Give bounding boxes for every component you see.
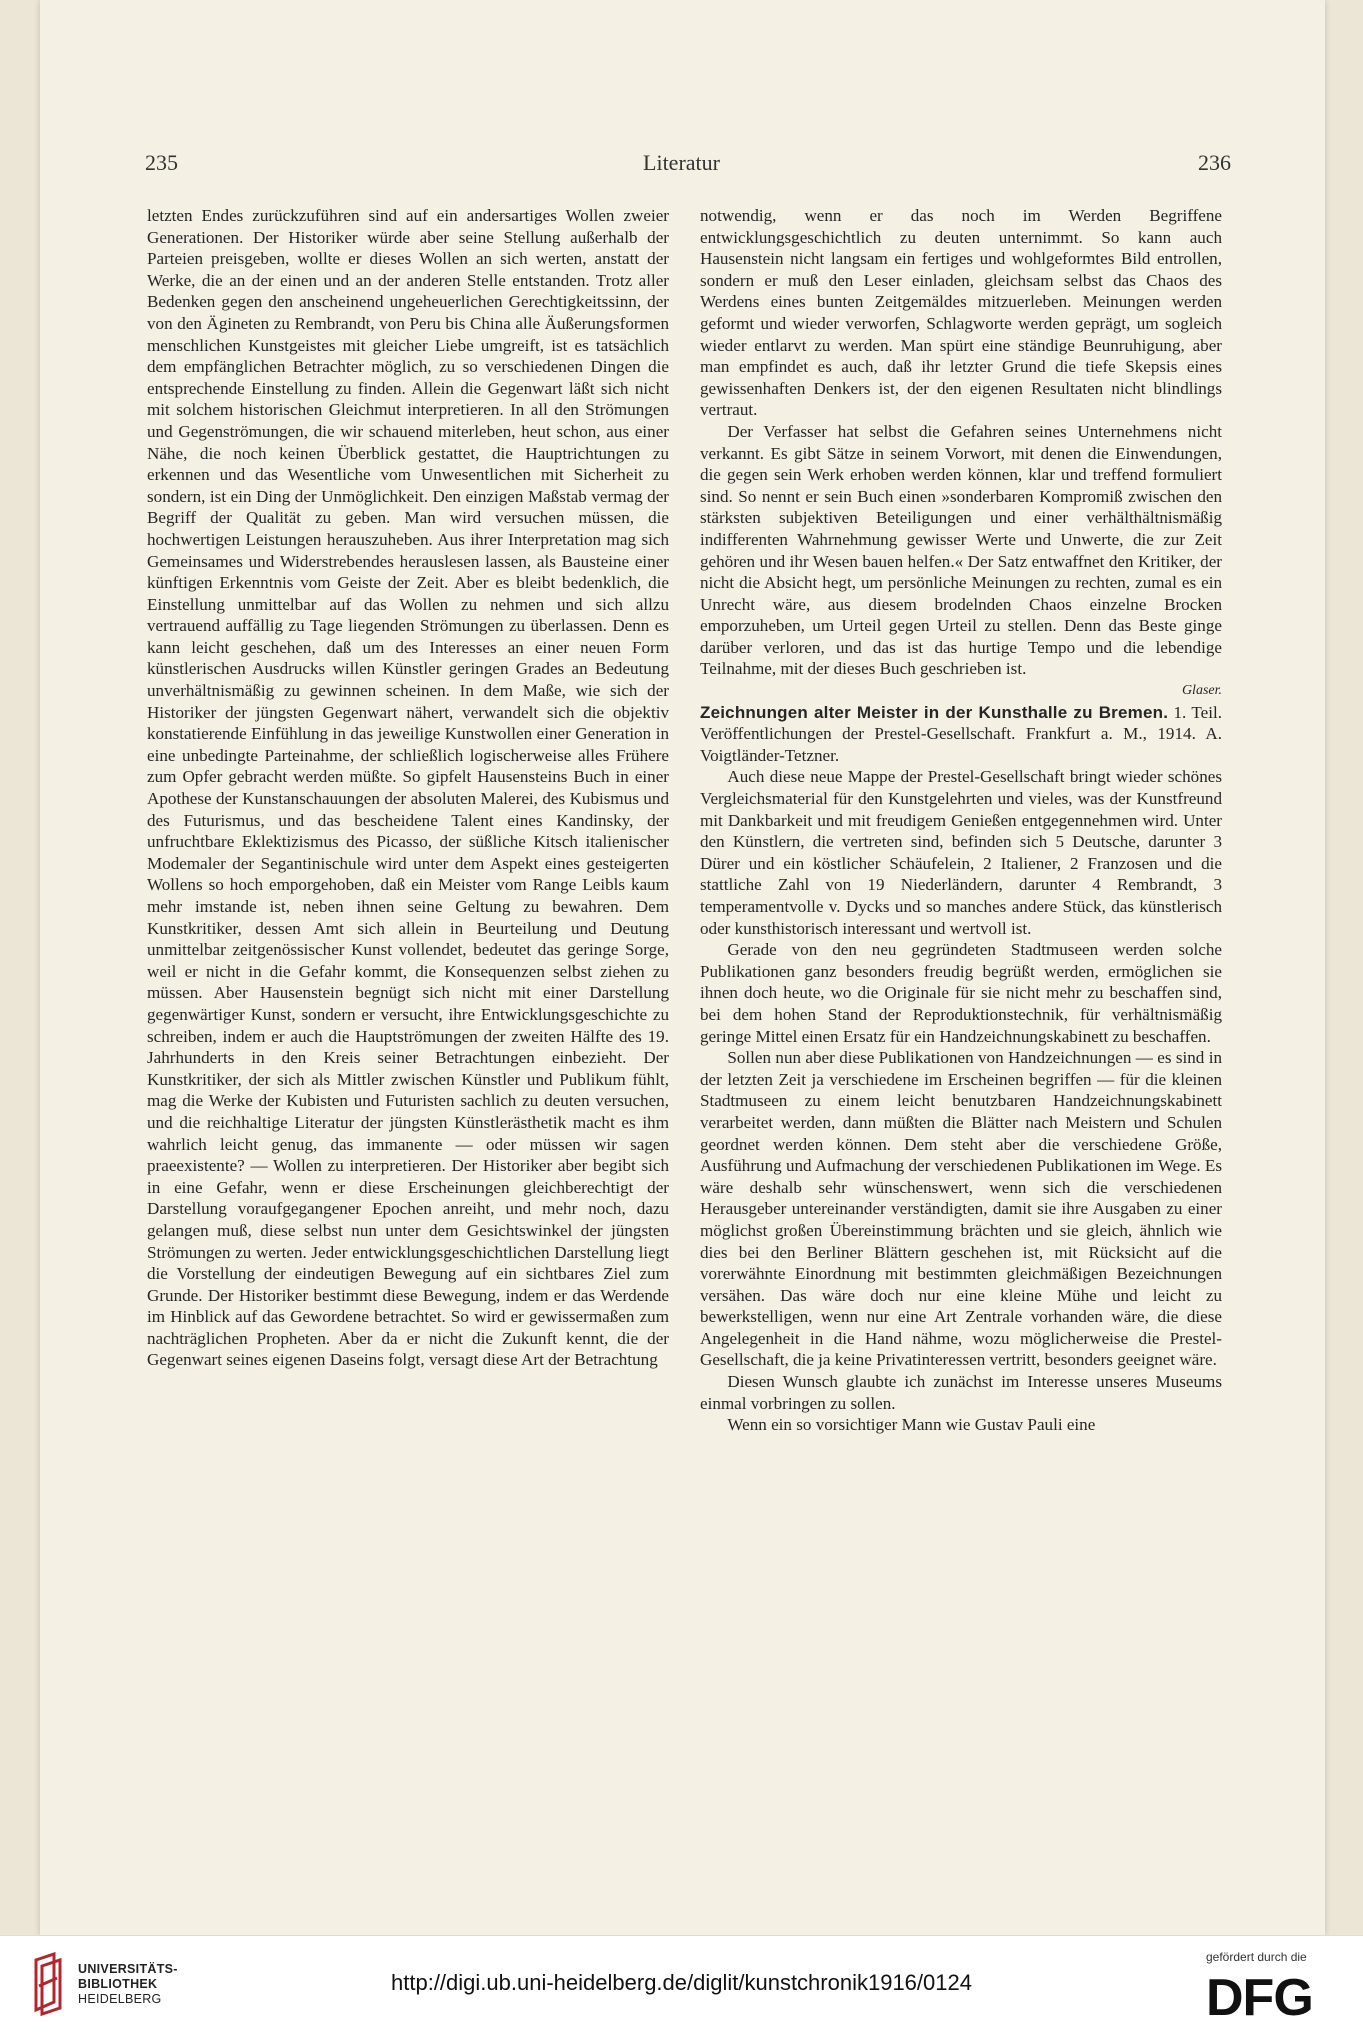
paragraph: Der Verfasser hat selbst die Gefahren seines Unternehmens nicht verkannt. Es gibt Sätze in seinem Vorwort, mit denen die Einwendungen, die gegen sein Werk erhoben werden können, klar und treffend formuliert sind. So nennt er sein Buch einen »sonderbaren Kompromiß zwischen den stärksten subjektiven Beteiligungen und einer verhälthältnismäßig indifferenten Wahrnehmung gewisser Werte und Unwerte, die zur Zeit gehören und ihr Wesen bauen helfen.« Der Satz entwaffnet den Kritiker, der nicht die Absicht hegt, um persönliche Meinungen zu rechten, zumal es ein Unrecht wäre, aus diesem brodelnden Chaos einzelne Brocken emporzuheben, um Urteil gegen Urteil zu stellen. Denn das Beste ginge darüber verloren, und das ist das hurtige Tempo und die lebendige Teilnahme, mit der dieses Buch geschrieben ist. xyxy=(700,421,1222,679)
author-signature: Glaser. xyxy=(1181,683,1222,699)
entry-bibliography: 1. Teil. Veröffentlichungen der Prestel-Gesellschaft. Frankfurt a. M., 1914. A. Voigtländer-Tetzner. xyxy=(700,702,1222,765)
paragraph: Gerade von den neu gegründeten Stadtmuseen werden solche Publikationen ganz besonders freudig begrüßt werden, ermöglichen sie ihnen doch heute, wo die Originale für sie nicht mehr zu beschaffen sind, bei dem hohen Stand der Reproduktionstechnik, für verhältnismäßig geringe Mittel einen Ersatz für ein Handzeichnungskabinett zu beschaffen. xyxy=(700,940,1222,1046)
library-line: HEIDELBERG xyxy=(78,1992,162,2006)
page-number-right: 236 xyxy=(1198,150,1231,175)
permalink-url[interactable]: http://digi.ub.uni-heidelberg.de/diglit/kunstchronik1916/0124 xyxy=(391,1970,972,1995)
library-line: BIBLIOTHEK xyxy=(78,1977,158,1991)
review-entry-heading xyxy=(700,702,1222,767)
page-number-left: 235 xyxy=(145,150,178,175)
paragraph: letzten Endes zurückzuführen sind auf ein andersartiges Wollen zweier Generationen. Der Historiker würde aber seine Stellung außerhalb der Parteien preisgeben, wollte er dieses Wollen an sich werten, anstatt der Werke, die an der einen und an der anderen Stelle entstanden. Trotz aller Bedenken gegen den anscheinend ungeheuerlichen Gerechtigkeitssinn, der von den Ägineten zu Rembrandt, von Peru bis China alle Äußerungsformen menschlichen Kunstgeistes mit gleicher Liebe umgreift, ist es tatsächlich dem empfänglichen Betrachter möglich, zu so verschiedenen Dingen die entsprechende Einstellung zu finden. Allein die Gegenwart läßt sich nicht mit solchem historischen Gleichmut interpretieren. In all den Strömungen und Gegenströmungen, die wir schauend miterleben, heut schon, aus einer Nähe, die noch keinen Überblick gestattet, die Hauptrichtungen zu erkennen und das Wesentliche vom Unwesentlichen mit Sicherheit zu sondern, ist ein Ding der Unmöglichkeit. Den einzigen Maßstab vermag der Begriff der Qualität zu geben. Man wird versuchen müssen, die hochwertigen Leistungen herauszuheben. Aus ihrer Interpretation mag sich Gemeinsames und Widerstrebendes herauslesen lassen, als Bausteine einer künftigen Erkenntnis vom Geiste der Zeit. Aber es bleibt bedenklich, die Einstellung unmittelbar auf das Wollen zu nehmen und sich allzu vertrauend auffällig zu Tage liegenden Strömungen zu überlassen. Denn es kann leicht geschehen, daß um des Interesses an einer neuen Form künstlerischen Ausdrucks willen Künstler geringen Grades an Bedeutung unverhältnismäßig zu gewinnen scheinen. In dem Maße, wie sich der Historiker der jüngsten Gegenwart nähert, verwandelt sich die objektiv konstatierende Einfühlung in das jeweilige Kunstwollen einer Generation in eine unbedingte Parteinahme, der schließlich logischerweise alles Frühere zum Opfer gebracht werden müßte. So gipfelt Hausensteins Buch in einer Apothese der Kunstanschauungen der absoluten Malerei, des Kubismus und des Futurismus, und das bescheidene Talent eines Kandinsky, der unfruchtbare Eklektizismus des Picasso, der süßliche Kitsch italienischer Modemaler der Segantinischule wird unter dem Aspekt eines gesteigerten Wollens so hoch emporgehoben, daß ein Meister vom Range Leibls kaum mehr imstande ist, neben ihnen seine Geltung zu bewahren. Dem Kunstkritiker, dessen Amt sich allein in Beurteilung und Deutung unmittelbar zeitgenössischer Kunst vollendet, bedeutet das geringe Sorge, weil er nicht in die Gefahr kommt, die Konsequenzen selbst ziehen zu müssen. Aber Hausenstein begnügt sich nicht mit einer Darstellung gegenwärtiger Kunst, sondern er versucht, ihre Entwicklungsgeschichte zu schreiben, indem er auch die Hauptströmungen der zweiten Hälfte des 19. Jahrhunderts in den Kreis seiner Betrachtungen einbezieht. Der Kunstkritiker, der sich als Mittler zwischen Künstler und Publikum fühlt, mag die Werke der Kubisten und Futuristen sachlich zu deuten versuchen, und die reichhaltige Literatur der jüngsten Künstlerästhetik macht es ihm wahrlich leicht genug, das immanente — oder müssen wir sagen praeexistente? — Wollen zu interpretieren. Der Historiker aber begibt sich in eine Gefahr, wenn er diese Erscheinungen gleichberechtigt der Darstellung voraufgegangener Epochen anreiht, und mehr noch, dazu gelangen muß, diese selbst nun unter dem Gesichtswinkel der jüngsten Strömungen zu werten. Jeder entwicklungsgeschichtlichen Darstellung liegt die Vorstellung der eindeutigen Bewegung auf ein sichtbares Ziel zum Grunde. Der Historiker bestimmt diese Bewegung, indem er das Werdende im Hinblick auf das Gewordene betrachtet. So wird er gewissermaßen zum nachträglichen Propheten. Aber da er nicht die Zukunft kennt, die der Gegenwart seines eigenen Daseins folgt, versagt diese Art der Betrachtung xyxy=(147,206,669,1370)
paragraph: Sollen nun aber diese Publikationen von Handzeichnungen — es sind in der letzten Zeit ja verschiedene im Erscheinen begriffen — für die kleinen Stadtmuseen zu einem leicht benutzbaren Handzeichnungskabinett verarbeitet werden, dann müßten die Blätter nach Meistern und Schulen geordnet werden können. Dem steht aber die verschiedene Größe, Ausführung und Aufmachung der verschiedenen Publikationen im Wege. Es wäre deshalb sehr wünschenswert, wenn sich die verschiedenen Herausgeber untereinander verständigten, damit sie ihre Ausgaben zu einer möglichst großen Übereinstimmung brächten und sie gleich, ähnlich wie dies bei den Berliner Blättern geschehen ist, mit Rücksicht auf die vorerwähnte Einordnung mit bestimmten gleichmäßigen Bezeichnungen versähen. Das wäre doch nur eine kleine Mühe und leicht zu bewerkstelligen, wenn nur eine Art Zentrale vorhanden wäre, die diese Angelegenheit in die Hand nähme, wozu möglicherweise die Prestel-Gesellschaft, die ja keine Privatinteressen vertritt, besonders geeignet wäre. xyxy=(700,1048,1222,1370)
paragraph: Auch diese neue Mappe der Prestel-Gesellschaft bringt wieder schönes Vergleichsmaterial für den Kunstgelehrten und vieles, was der Kunstfreund mit Dankbarkeit und mit freudigem Genießen entgegennehmen wird. Unter den Künstlern, die vertreten sind, befinden sich 5 Deutsche, darunter 3 Dürer und ein köstlicher Schäufelein, 2 Italiener, 2 Franzosen und die stattliche Zahl von 19 Niederländern, darunter 4 Rembrandt, 3 temperamentvolle v. Dycks und so manches andere Stück, das künstlerisch oder kunsthistorisch interessant und wertvoll ist. xyxy=(700,767,1222,938)
left-column xyxy=(147,205,669,1371)
dfg-logo[interactable]: DFG xyxy=(1206,1969,1313,2027)
paragraph: notwendig, wenn er das noch im Werden Begriffene entwicklungsgeschichtlich zu deuten unternimmt. So kann auch Hausenstein nicht langsam ein fertiges und wohlgeformtes Bild entrollen, sondern er muß den Leser einladen, gleichsam selbst das Chaos des Werdens eines bunten Zeitgemäldes mitzuerleben. Meinungen werden geformt und wieder verworfen, Schlagworte werden geprägt, um sogleich wieder entlarvt zu werden. Man spürt eine ständige Beunruhigung, aber man empfindet es auch, daß ihr letzter Grund die tiefe Skepsis eines gewissenhaften Denkers ist, der den eigenen Resultaten nicht blindlings vertraut. xyxy=(700,206,1222,420)
right-column xyxy=(700,205,1222,1436)
library-line: UNIVERSITÄTS- xyxy=(78,1962,178,1976)
running-title: Literatur xyxy=(643,150,720,175)
funding-note: gefördert durch die xyxy=(1206,1950,1307,1964)
viewer-footer xyxy=(0,1935,1363,2034)
paragraph: Wenn ein so vorsichtiger Mann wie Gustav Pauli eine xyxy=(727,1415,1096,1435)
paragraph: Diesen Wunsch glaubte ich zunächst im Interesse unseres Museums einmal vorbringen zu sollen. xyxy=(700,1372,1222,1413)
entry-title: Zeichnungen alter Meister in der Kunsthalle zu Bremen. xyxy=(700,702,1169,722)
